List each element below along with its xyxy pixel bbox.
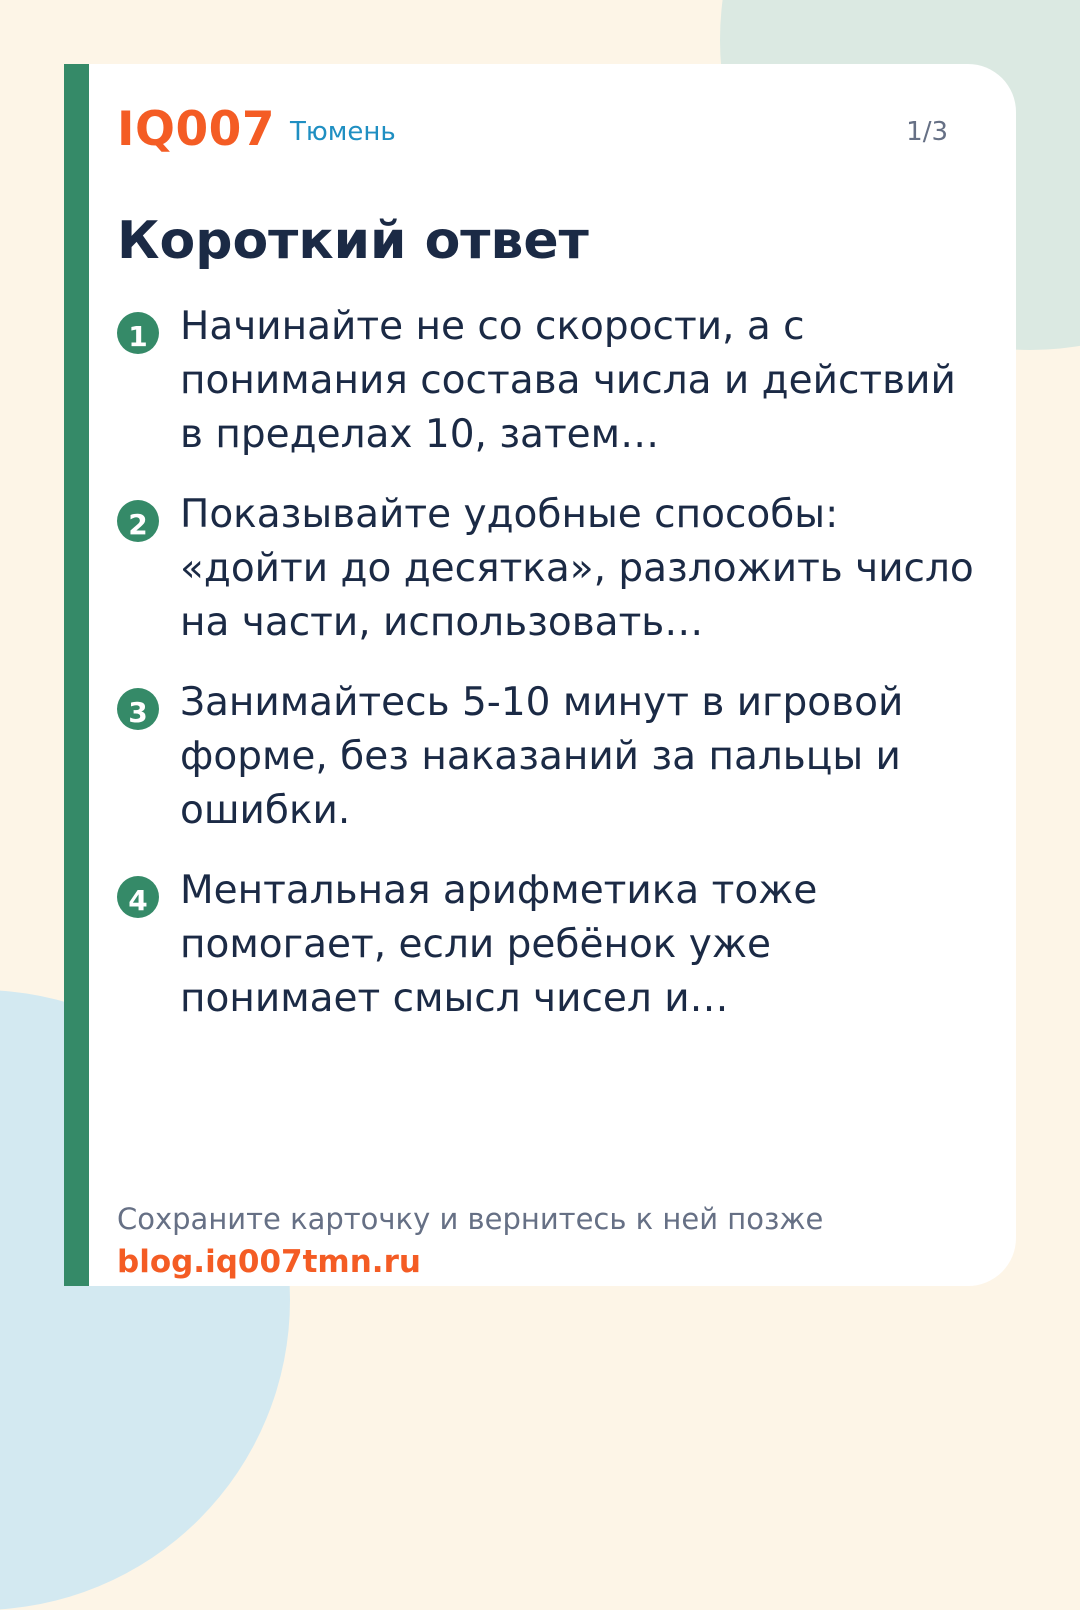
number-badge: 3 xyxy=(117,688,159,730)
brand-logo: IQ007 xyxy=(117,102,276,157)
answer-list xyxy=(117,300,977,1052)
list-item xyxy=(117,676,977,838)
city-label: Тюмень xyxy=(290,117,396,147)
list-item xyxy=(117,864,977,1026)
number-badge: 4 xyxy=(117,876,159,918)
footer-note: Сохраните карточку и вернитесь к ней позже xyxy=(117,1202,824,1236)
page-counter: 1/3 xyxy=(906,117,948,147)
accent-bar xyxy=(64,64,89,1286)
number-badge: 1 xyxy=(117,312,159,354)
list-item-text: Ментальная арифметика тоже помогает, если ребёнок уже понимает смысл чисел и… xyxy=(180,868,818,1021)
content-card xyxy=(64,64,1016,1286)
blog-link[interactable]: blog.iq007tmn.ru xyxy=(117,1244,421,1280)
list-item-text: Занимайтесь 5-10 минут в игровой форме, без наказаний за пальцы и ошибки. xyxy=(180,680,904,833)
list-item-text: Показывайте удобные способы: «дойти до десятка», разложить число на части, использовать… xyxy=(180,492,974,645)
list-item-text: Начинайте не со скорости, а с понимания состава числа и действий в пределах 10, затем… xyxy=(180,304,956,457)
list-item xyxy=(117,300,977,462)
page-title: Короткий ответ xyxy=(117,211,589,271)
list-item xyxy=(117,488,977,650)
number-badge: 2 xyxy=(117,500,159,542)
